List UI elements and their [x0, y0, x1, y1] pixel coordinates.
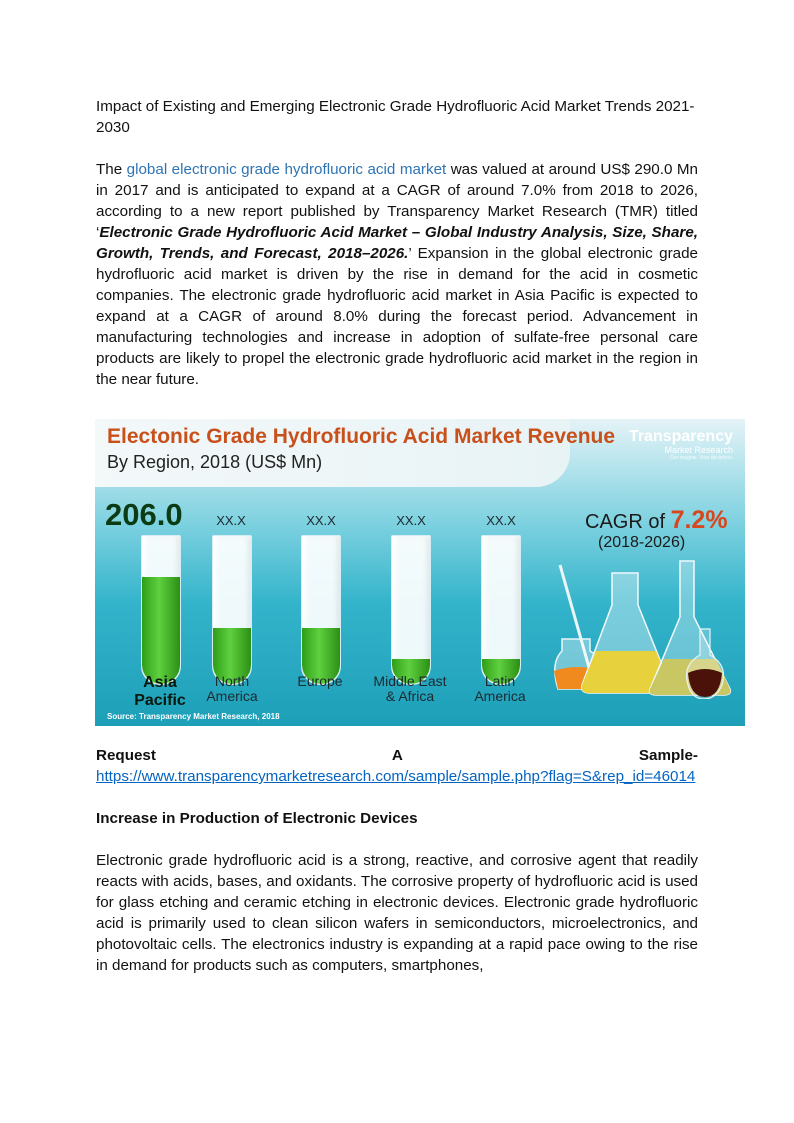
- tube-liquid: [142, 577, 180, 684]
- test-tube-latin-america: [481, 535, 521, 685]
- region-line1: Asia: [143, 674, 177, 691]
- asia-pacific-value: 206.0: [105, 497, 183, 532]
- request-word: Sample-: [638, 747, 698, 764]
- region-line2: America: [206, 688, 258, 704]
- region-label-europe: [275, 674, 365, 689]
- region-label-north-america: [187, 674, 277, 704]
- sample-request-link[interactable]: https://www.transparencymarketresearch.com/sample/sample.php?flag=S&rep_id=46014: [96, 768, 696, 785]
- test-tube-north-america: [212, 535, 252, 685]
- tube-value-label: XX.X: [216, 513, 246, 528]
- region-line2: & Africa: [385, 688, 435, 704]
- infographic-subtitle: By Region, 2018 (US$ Mn): [107, 452, 323, 472]
- region-label-middle-east-africa: [365, 674, 455, 704]
- cagr-period: (2018-2026): [598, 534, 686, 551]
- test-tube-europe: [301, 535, 341, 685]
- market-link[interactable]: global electronic grade hydrofluoric acid market: [126, 161, 447, 178]
- intro-lead: The: [96, 161, 127, 178]
- region-line2: Pacific: [134, 692, 186, 709]
- intro-after-link: was valued at around US$ 290.0 Mn in 2017 and is anticipated to expand at a CAGR of around 7.0% from 2018 to 2026, according to a new report published by Transparency Market Research (TMR) titled ‘: [96, 161, 698, 241]
- section-heading: [96, 808, 698, 829]
- document-title: Impact of Existing and Emerging Electronic Grade Hydrofluoric Acid Market Trends 2021-2030: [96, 98, 695, 136]
- report-title: Electronic Grade Hydrofluoric Acid Market – Global Industry Analysis, Size, Share, Growth, Trends, and Forecast, 2018–2026.: [96, 224, 698, 262]
- infographic-source: Source: Transparency Market Research, 2018: [107, 712, 280, 721]
- cagr-value: 7.2%: [670, 506, 728, 534]
- logo-sub: Market Research: [664, 445, 733, 455]
- region-line1: Latin: [484, 673, 516, 689]
- cagr-prefix: CAGR of: [585, 511, 671, 533]
- section-body: Electronic grade hydrofluoric acid is a strong, reactive, and corrosive agent that readily reacts with acids, bases, and oxidants. The corrosive property of hydrofluoric acid is used for glass etching and ceramic etching in electronic devices. Electronic grade hydrofluoric acid is primarily used to clean silicon wafers in semiconductors, microelectronics, and photovoltaic cells. The electronics industry is expanding at a rapid pace owing to the rise in demand for products such as computers, smartphones,: [96, 852, 698, 974]
- section-heading-text: Increase in Production of Electronic Devices: [96, 810, 418, 827]
- request-word: A: [391, 747, 403, 764]
- request-sample-row: [96, 745, 698, 766]
- cagr-label: [585, 506, 728, 535]
- infographic-header: [95, 419, 616, 487]
- test-tube-middle-east-africa: [391, 535, 431, 685]
- logo-tagline: Our insights. Your decisions.: [669, 455, 733, 461]
- region-line1: North: [214, 673, 250, 689]
- region-line1: Europe: [297, 673, 343, 689]
- intro-rest: ’ Expansion in the global electronic grade hydrofluoric acid market is driven by the rise in demand for the acid in cosmetic companies. The electronic grade hydrofluoric acid market in Asia Pacific is expected to expand at a CAGR of around 8.0% during the forecast period. Advancement in manufacturing technologies and increase in adoption of sulfate-free personal care products are likely to propel the electronic grade hydrofluoric acid market in the region in the near future.: [96, 245, 698, 388]
- market-infographic: [95, 419, 745, 726]
- intro-paragraph: [96, 159, 698, 390]
- region-line2: America: [474, 688, 526, 704]
- tube-value-label: XX.X: [306, 513, 336, 528]
- lab-glassware-illustration: [550, 559, 740, 699]
- tube-value-label: XX.X: [396, 513, 426, 528]
- region-label-latin-america: [455, 674, 545, 704]
- tmr-logo: [629, 429, 733, 462]
- infographic-title: Electonic Grade Hydrofluoric Acid Market Revenue: [107, 425, 616, 448]
- test-tube-asia-pacific: [141, 535, 181, 685]
- request-word: Request: [96, 747, 156, 764]
- region-line1: Middle East: [373, 673, 447, 689]
- logo-name: Transparency: [628, 428, 733, 445]
- tube-value-label: XX.X: [486, 513, 516, 528]
- document-page: [96, 96, 733, 976]
